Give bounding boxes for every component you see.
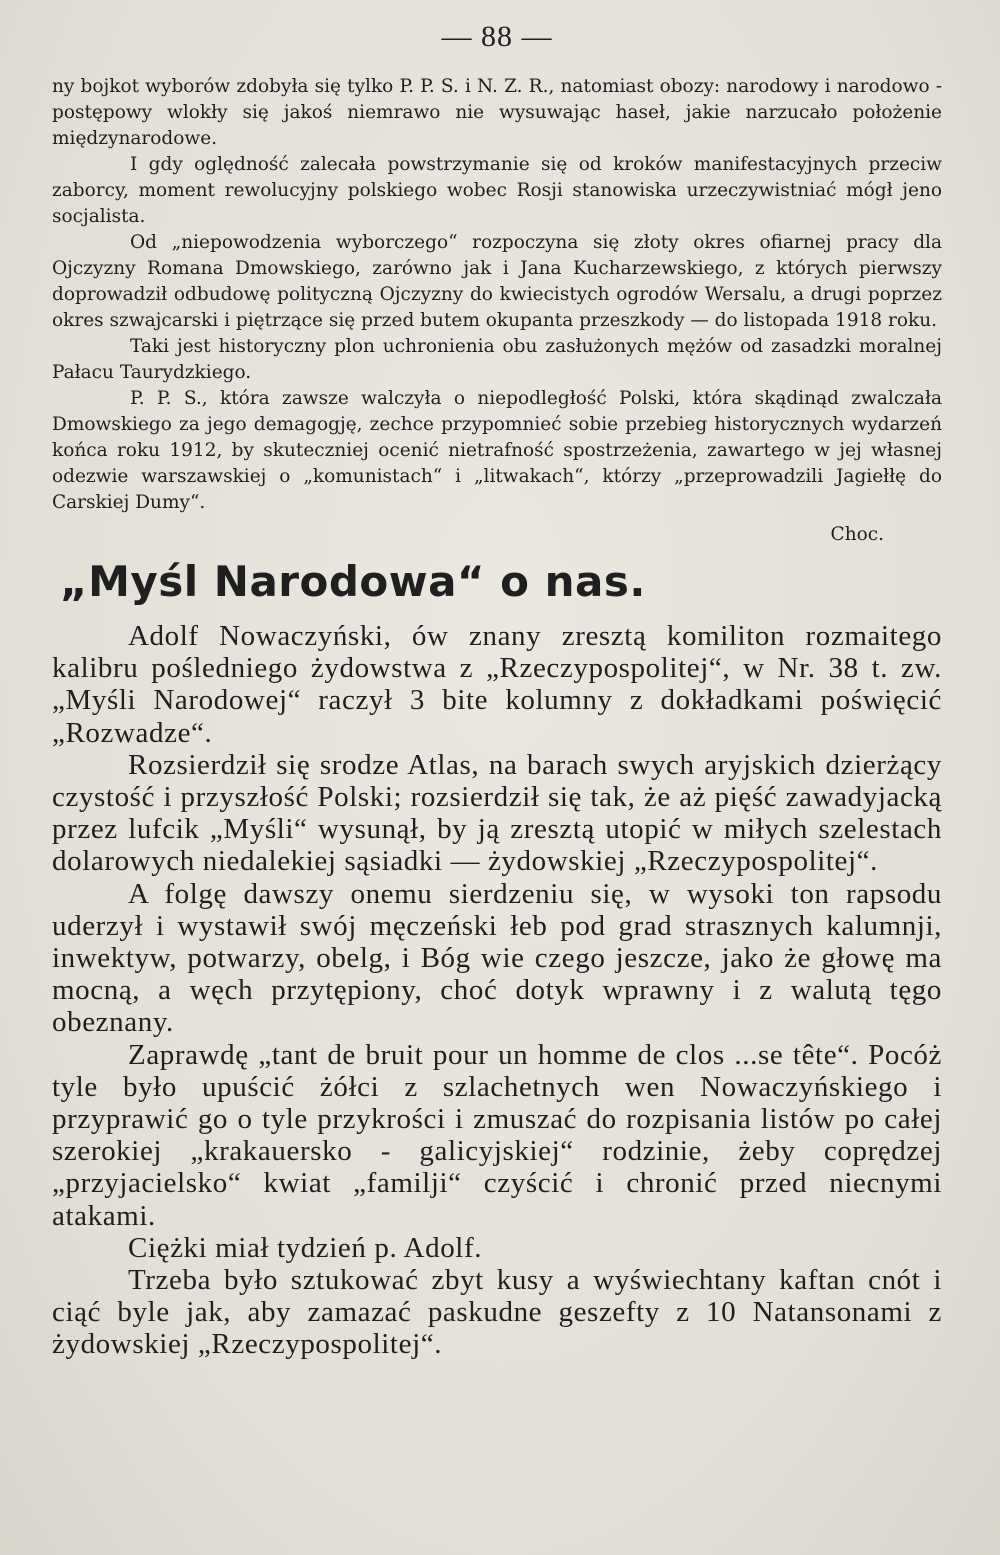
article-body bbox=[52, 620, 942, 1361]
paragraph: P. P. S., która zawsze walczyła o niepodległość Polski, która skądinąd zwalczała Dmowskiego za jego demagogję, zechce przypomnieć sobie przebieg historycznych wydarzeń końca roku 1912, by skuteczniej ocenić nietrafność spostrzeżenia, zawartego w jej własnej odezwie warszawskiej o „komunistach“ i „litwakach“, którzy „przeprowadzili Jagiełłę do Carskiej Dumy“. bbox=[52, 388, 942, 513]
paragraph: Zaprawdę „tant de bruit pour un homme de clos ...se tête“. Pocóż tyle było upuścić żółci z szlachetnych wen Nowaczyńskiego i przyprawić go o tyle przykrości i zmuszać do rozpisania listów po całej szerokiej „krakauersko - galicyjskiej“ rodzinie, żeby coprędzej „przyjacielsko“ kwiat „familji“ czyścić i chronić przed niecnymi atakami. bbox=[52, 1038, 942, 1232]
paragraph: I gdy oględność zalecała powstrzymanie się od kroków manifestacyjnych przeciw zaborcy, moment rewolucyjny polskiego wobec Rosji stanowiska urzeczywistniać mógł jeno socjalista. bbox=[52, 154, 942, 227]
paragraph: Rozsierdził się srodze Atlas, na barach swych aryjskich dzierżący czystość i przyszłość Polski; rozsierdził się tak, że aż pięść zawadyjacką przez lufcik „Myśli“ wysunął, by ją zresztą utopić w miłych szelestach dolarowych niedalekiej sąsiadki — żydowskiej „Rzeczypospolitej“. bbox=[52, 748, 942, 878]
paragraph: Od „niepowodzenia wyborczego“ rozpoczyna się złoty okres ofiarnej pracy dla Ojczyzny Romana Dmowskiego, zarówno jak i Jana Kucharzewskiego, z których pierwszy doprowadził odbudowę polityczną Ojczyzny do kwiecistych ogrodów Wersalu, a drugi poprzez okres szwajcarski i piętrzące się przed butem okupanta przeszkody — do listopada 1918 roku. bbox=[52, 232, 942, 331]
article-title: „Myśl Narodowa“ o nas. bbox=[60, 557, 646, 606]
author-signature: Choc. bbox=[830, 524, 884, 545]
paragraph: Ciężki miał tydzień p. Adolf. bbox=[128, 1231, 483, 1264]
paragraph: Adolf Nowaczyński, ów znany zresztą komiliton rozmaitego kalibru pośledniego żydowstwa z „Rzeczypospolitej“, w Nr. 38 t. zw. „Myśli Narodowej“ raczył 3 bite kolumny z dokładkami poświęcić „Rozwadze“. bbox=[52, 620, 942, 749]
paragraph: ny bojkot wyborów zdobyła się tylko P. P. S. i N. Z. R., natomiast obozy: narodowy i narodowo - postępowy wlokły się jakoś niemrawo nie wysuwając haseł, jakie narzucało położenie międzynarodowe. bbox=[52, 76, 942, 149]
paragraph: Trzeba było sztukować zbyt kusy a wyświechtany kaftan cnót i ciąć byle jak, aby zamazać paskudne geszefty z 10 Natansonami z żydowskiej „Rzeczypospolitej“. bbox=[52, 1264, 942, 1361]
previous-article-continuation bbox=[52, 74, 942, 516]
paragraph: Taki jest historyczny plon uchronienia obu zasłużonych mężów od zasadzki moralnej Pałacu Taurydzkiego. bbox=[52, 336, 942, 383]
page-number: — 88 — bbox=[441, 20, 553, 53]
paragraph: A folgę dawszy onemu sierdzeniu się, w wysoki ton rapsodu uderzył i wystawił swój męczeński łeb pod grad strasznych kalumnji, inwektyw, potwarzy, obelg, i Bóg wie czego jeszcze, jako że głowę ma mocną, a węch przytępiony, choć dotyk wprawny i z walutą tęgo obeznany. bbox=[52, 877, 942, 1039]
